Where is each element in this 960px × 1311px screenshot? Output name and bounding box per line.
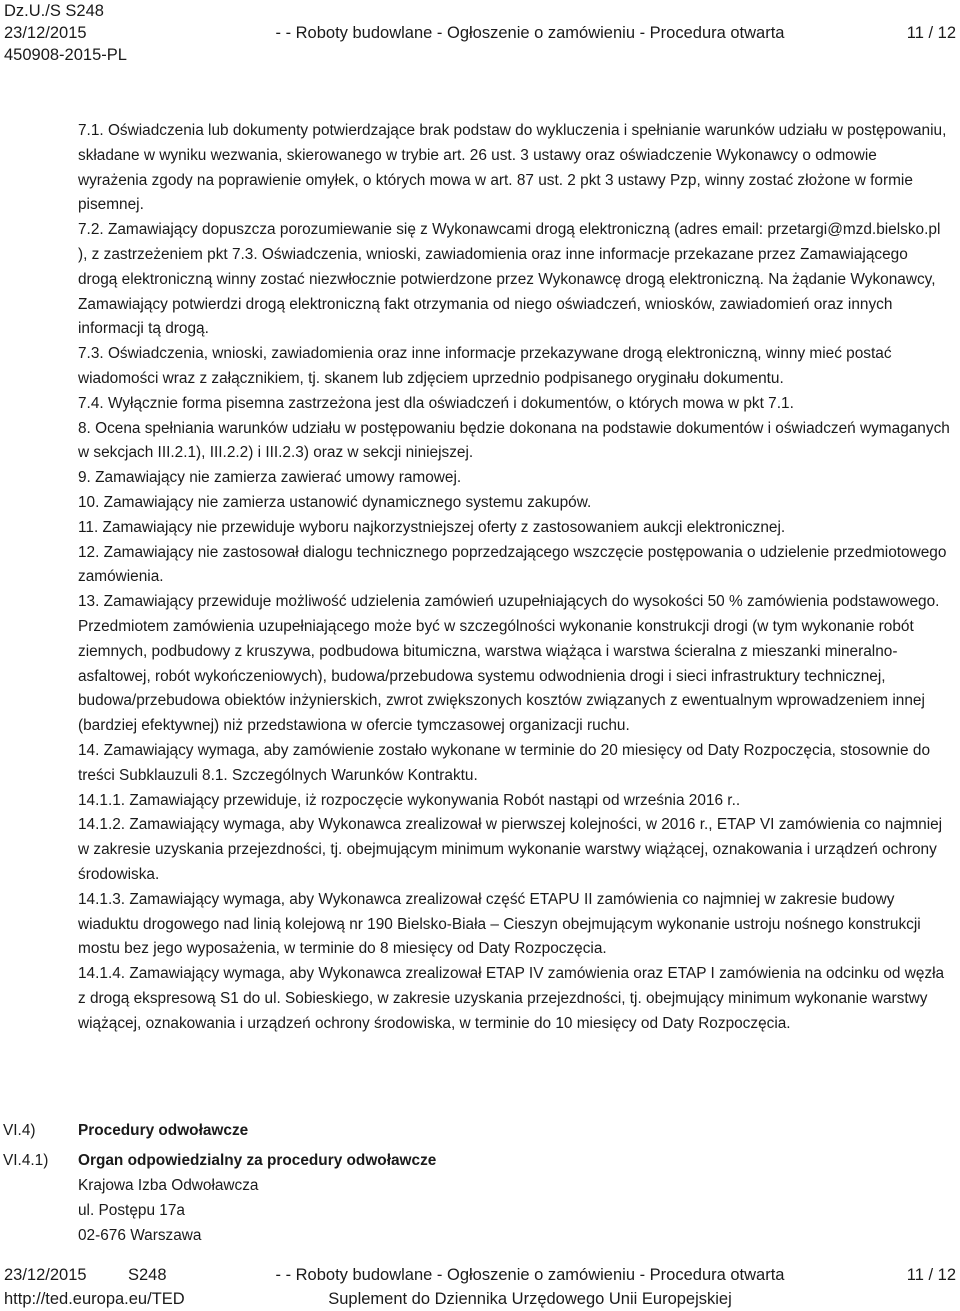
paragraph-14-1-2: 14.1.2. Zamawiający wymaga, aby Wykonawca zrealizował w pierwszej kolejności, w 2016 r., ETAP VI zamówienia co najmniej w zakresie uzyskania przejezdności, tj. obejmującym minimum wykonanie warstwy wiążącej, oznakowania i urządzeń ochrony środowiska. [78,816,943,883]
paragraph-7-2 [78,218,950,342]
paragraph-13: 13. Zamawiający przewiduje możliwość udzielenia zamówień uzupełniających do wysokości 50 % zamówienia podstawowego. Przedmiotem zamówienia uzupełniającego może być w szczególności wykonanie konstrukcji drogi (w tym wykonanie robót ziemnych, podbudowy z kruszywa, podbudowa bitumiczna, warstwa wiążąca i warstwa ścieralna z mieszanki mineralno-asfaltowej, robót wykończeniowych), budowa/przebudowa systemu odwodnienia drogi i sieci infrastruktury technicznej, budowa/przebudowa obiektów inżynierskich, zwrot zwiększonych kosztów związanych z ewentualnym wprowadzeniem innej (bardziej efektywnej) niż przedstawiona w ofercie tymczasowej organizacji ruchu. [78,593,940,735]
header-title: - - Roboty budowlane - Ogłoszenie o zamówieniu - Procedura otwarta [275,24,785,42]
section-vi-4-1-title: Organ odpowiedzialny za procedury odwoławcze [78,1152,437,1169]
journal-ref: Dz.U./S S248 [4,2,104,20]
document-id: 450908-2015-PL [4,46,127,64]
paragraph-14-1-4: 14.1.4. Zamawiający wymaga, aby Wykonawca zrealizował ETAP IV zamówienia oraz ETAP I zamówienia na odcinku od węzła z drogą ekspresową S1 do ul. Sobieskiego, w zakresie uzyskania przejezdności, tj. obejmujący minimum wykonanie warstwy wiążącej, oznakowania i urządzeń ochrony środowiska, w terminie do 10 miesięcy od Daty Rozpoczęcia. [78,965,945,1032]
paragraph-14: 14. Zamawiający wymaga, aby zamówienie zostało wykonane w terminie do 20 miesięcy od Daty Rozpoczęcia, stosownie do treści Subklauzuli 8.1. Szczególnych Warunków Kontraktu. [78,741,931,784]
section-vi-4-number: VI.4) [3,1122,36,1139]
section-vi-4-1-number: VI.4.1) [3,1152,49,1169]
footer-publication: Suplement do Dziennika Urzędowego Unii Europejskiej [328,1290,732,1308]
header-date: 23/12/2015 [4,24,87,42]
section-vi-4-title: Procedury odwoławcze [78,1122,249,1139]
header-row-1 [0,0,960,22]
paragraph-12: 12. Zamawiający nie zastosował dialogu technicznego poprzedzającego wszczęcie postępowania o udzielenie przedmiotowego zamówienia. [78,543,947,586]
footer-row-1 [0,1264,960,1286]
header-page-number: 11 / 12 [906,24,956,42]
footer-date: 23/12/2015 [4,1266,87,1284]
footer-title: - - Roboty budowlane - Ogłoszenie o zamówieniu - Procedura otwarta [275,1266,785,1284]
header-row-3 [0,44,960,66]
paragraph-7-1: 7.1. Oświadczenia lub dokumenty potwierdzające brak podstaw do wykluczenia i spełnianie warunków udziału w postępowaniu, składane w wyniku wezwania, skierowanego w trybie art. 26 ust. 3 ustawy oraz oświadczenie Wykonawcy o odmowie wyrażenia zgody na poprawienie omyłek, o których mowa w art. 87 ust. 2 pkt 3 ustawy Pzp, winny zostać złożone w formie pisemnej. [78,122,947,214]
review-body-city: 02-676 Warszawa [78,1226,202,1244]
paragraph-14-1-3: 14.1.3. Zamawiający wymaga, aby Wykonawca zrealizował część ETAPU II zamówienia co najmniej w zakresie budowy wiaduktu drogowego nad linią kolejową nr 190 Bielsko-Biała – Cieszyn obejmującym wykonanie ustroju nośnego konstrukcji mostu bez jego wyposażenia, w terminie do 8 miesięcy od Daty Rozpoczęcia. [78,890,921,958]
paragraph-10: 10. Zamawiający nie zamierza ustanowić dynamicznego systemu zakupów. [78,493,592,511]
paragraph-8: 8. Ocena spełniania warunków udziału w postępowaniu będzie dokonana na podstawie dokumentów i oświadczeń wymaganych w sekcjach III.2.1), III.2.2) i III.2.3) oraz w sekcji niniejszej. [78,419,950,462]
review-body-street: ul. Postępu 17a [78,1201,185,1219]
paragraph-7-2-continued: ), z zastrzeżeniem pkt 7.3. Oświadczenia, wnioski, zawiadomienia oraz inne informacje przekazane przez Zamawiającego drogą elektroniczną winny zostać niezwłocznie potwierdzone przez Wykonawcę drogą elektroniczną. Na żądanie Wykonawcy, Zamawiający potwierdzi drogą elektroniczną fakt otrzymania od niego oświadczeń, wniosków, zawiadomień oraz innych informacji tą drogą. [78,245,936,338]
paragraph-11: 11. Zamawiający nie przewiduje wyboru najkorzystniejszej oferty z zastosowaniem aukcji elektronicznej. [78,518,786,536]
paragraph-9: 9. Zamawiający nie zamierza zawierać umowy ramowej. [78,469,462,487]
paragraph-14-1-1: 14.1.1. Zamawiający przewiduje, iż rozpoczęcie wykonywania Robót nastąpi od września 2016 r.. [78,791,741,809]
email-link[interactable]: przetargi@mzd.bielsko.pl [767,221,941,239]
review-body-name: Krajowa Izba Odwoławcza [78,1177,259,1194]
notice-body [78,119,950,1036]
paragraph-7-3: 7.3. Oświadczenia, wnioski, zawiadomienia oraz inne informacje przekazywane drogą elektroniczną, winny mieć postać wiadomości wraz z załącznikiem, tj. skanem lub zdjęciem uprzednio podpisanego oryginału dokumentu. [78,345,892,387]
paragraph-7-4: 7.4. Wyłącznie forma pisemna zastrzeżona jest dla oświadczeń i dokumentów, o których mowa w pkt 7.1. [78,394,794,412]
footer-page-number: 11 / 12 [906,1266,956,1284]
header-row-2 [0,22,960,44]
footer-row-2 [0,1288,960,1310]
paragraph-7-2-text: 7.2. Zamawiający dopuszcza porozumiewanie się z Wykonawcami drogą elektroniczną (adres email: [78,221,764,239]
footer-series: S248 [128,1266,167,1284]
review-body-address [78,1174,259,1248]
footer-url[interactable]: http://ted.europa.eu/TED [4,1290,185,1308]
